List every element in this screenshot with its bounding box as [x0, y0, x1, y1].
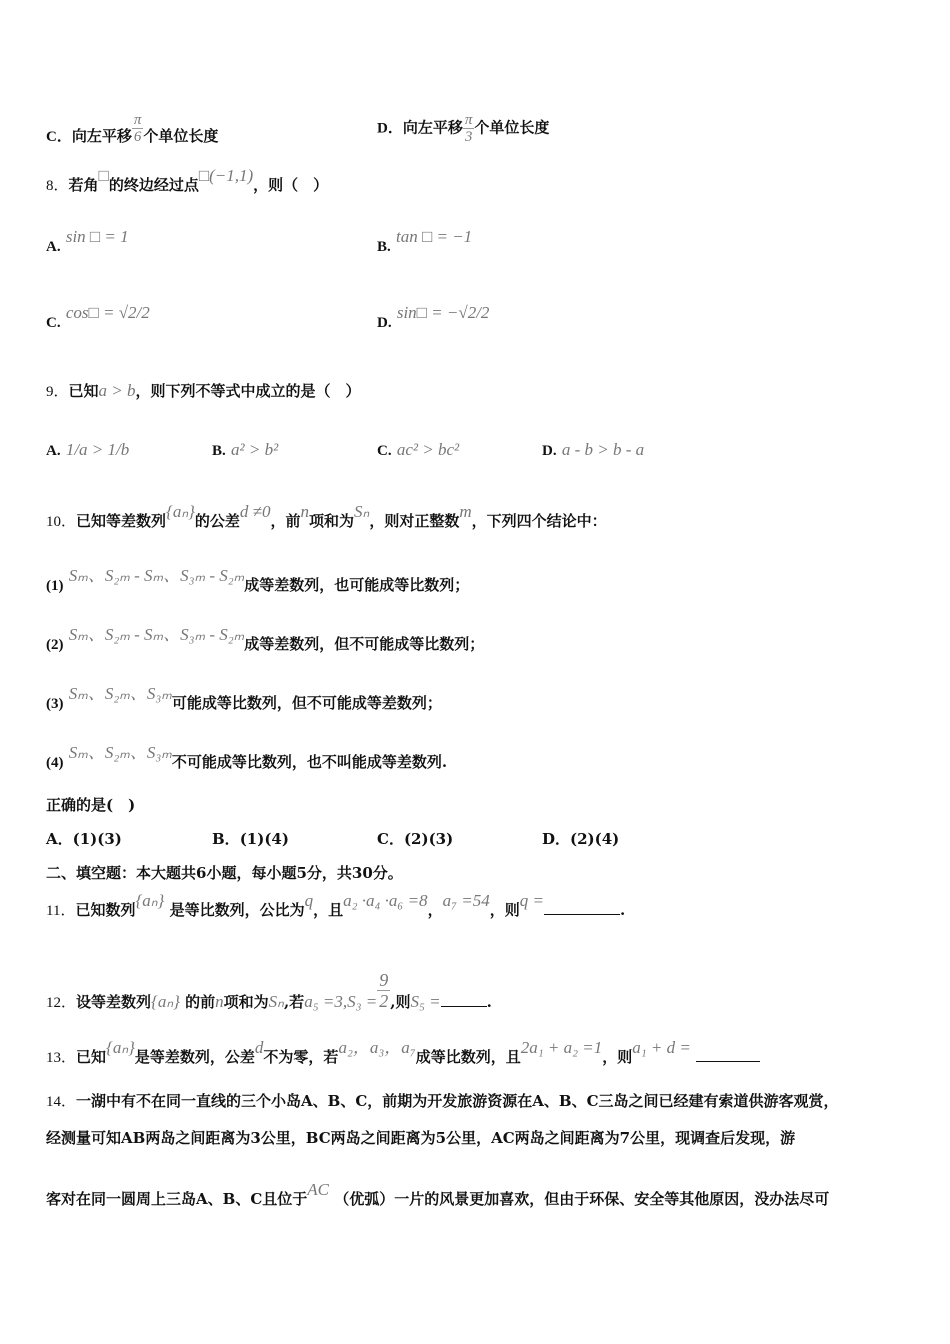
q10-statement-3: [46, 684, 442, 713]
option-text: 向左平移: [402, 118, 463, 137]
text: 项和为: [309, 512, 355, 530]
math: d: [254, 1038, 264, 1057]
text: 成等差数列，也可能成等比数列；: [244, 576, 470, 594]
option-text: 个单位长度: [474, 118, 550, 137]
math: Sₙ: [354, 502, 370, 521]
text: 已知数列: [75, 901, 136, 919]
q7-option-d: [377, 112, 549, 145]
option-label: D.: [542, 443, 557, 459]
numerator: 9: [379, 970, 389, 990]
q9-option-a: [46, 440, 129, 460]
q9-option-b: [212, 440, 278, 460]
option-label: C.: [46, 315, 61, 331]
option-text: (1)(3): [72, 830, 122, 848]
question-number: 11．: [46, 903, 76, 919]
option-label: D．: [542, 830, 571, 848]
section-heading: 二、填空题：本大题共6小题，每小题5分，共30分。: [46, 864, 403, 882]
q10-statement-2: [46, 625, 485, 654]
option-label: D.: [377, 315, 392, 331]
option-label: A．: [46, 830, 73, 848]
q8-option-a: [46, 227, 129, 256]
text: 的前: [185, 993, 216, 1011]
math: Sₘ、S₂ₘ - Sₘ、S₃ₘ - S₂ₘ: [68, 625, 245, 644]
option-label: B.: [377, 239, 391, 255]
text: .: [486, 993, 492, 1011]
text: 已知等差数列: [76, 512, 167, 530]
math: □: [98, 166, 109, 185]
text: 是等差数列，公差: [134, 1048, 255, 1066]
text: ，则下列不等式中成立的是（ ）: [135, 382, 361, 400]
option-label: B.: [212, 443, 226, 459]
question-number: 14．: [46, 1094, 77, 1110]
denominator: 6: [133, 129, 142, 145]
question-14-line-2: 经测量可知AB两岛之间距离为3公里，BC两岛之间距离为5公里，AC两岛之间距离为7公里，现调查后发现，游: [46, 1129, 796, 1147]
fraction: [463, 112, 475, 145]
math: a₅ =3,: [304, 992, 348, 1011]
math: a² > b²: [231, 440, 279, 459]
statement-label: (1): [46, 578, 64, 594]
text: 客对在同一圆周上三岛A、B、C且位于: [46, 1190, 308, 1208]
question-12: [46, 970, 492, 1012]
math: tan □ = −1: [396, 227, 473, 246]
math: Sₘ、S₂ₘ、S₃ₘ: [68, 743, 172, 762]
option-text: 个单位长度: [143, 127, 219, 145]
text: 一湖中有不在同一直线的三个小岛A、B、C，前期为开发旅游资源在A、B、C三岛之间已经建有索道供游客观赏，: [76, 1092, 839, 1110]
q10-statement-4: [46, 743, 448, 772]
math: a₃，: [369, 1038, 402, 1057]
text: ，则对正整数: [369, 512, 460, 530]
option-text: 向左平移: [71, 127, 132, 145]
q10-option-d: [542, 828, 619, 849]
math: q: [304, 891, 314, 910]
question-9-stem: [46, 380, 361, 401]
math: ac² > bc²: [396, 440, 460, 459]
math: n: [215, 992, 224, 1011]
text: ,若: [283, 993, 305, 1011]
option-text: (2)(4): [570, 830, 620, 848]
math: S₃ =: [347, 992, 378, 1011]
text: ，则: [602, 1048, 633, 1066]
text: ，则（ ）: [253, 176, 329, 194]
math: 1/a > 1/b: [65, 440, 130, 459]
denominator: 2: [379, 991, 389, 1011]
fraction: [377, 970, 390, 1011]
option-label: D．: [377, 120, 403, 137]
statement-label: (3): [46, 696, 64, 712]
math: 2a₁ + a₂ =1: [520, 1038, 603, 1057]
fraction: [132, 112, 144, 145]
q10-option-a: [46, 828, 122, 849]
question-13: [46, 1038, 760, 1067]
question-number: 10．: [46, 514, 77, 530]
text: ，下列四个结论中：: [471, 512, 607, 530]
statement-label: (2): [46, 637, 64, 653]
answer-blank[interactable]: [544, 900, 620, 915]
math: {aₙ}: [151, 992, 180, 1011]
text: 项和为: [223, 993, 269, 1011]
question-14-line-1: [46, 1090, 839, 1111]
math: Sₘ、S₂ₘ、S₃ₘ: [68, 684, 172, 703]
math: m: [459, 502, 472, 521]
math-arc: AC: [307, 1180, 329, 1199]
numerator: π: [464, 112, 473, 128]
q10-option-b: [212, 828, 289, 849]
math: a₇: [401, 1038, 416, 1057]
math: a₁ + d =: [632, 1038, 691, 1057]
text: 设等差数列: [76, 993, 152, 1011]
text: 不为零，若: [263, 1048, 339, 1066]
text: 成等差数列，但不可能成等比数列；: [244, 635, 485, 653]
answer-blank[interactable]: [696, 1047, 760, 1062]
text: 已知: [68, 382, 99, 400]
option-label: C.: [377, 443, 392, 459]
text: 的终边经过点: [108, 176, 199, 194]
text: ，: [427, 901, 443, 919]
math: sin□ = −√2/2: [396, 303, 490, 322]
text: 不可能成等比数列，也不叫能成等差数列.: [171, 753, 448, 771]
q9-option-d: [542, 440, 644, 460]
text: 已知: [76, 1048, 107, 1066]
math: {aₙ}: [166, 502, 195, 521]
text: 可能成等比数列，但不可能成等差数列；: [171, 694, 442, 712]
q7-option-c: [46, 112, 218, 146]
math: {aₙ}: [135, 891, 165, 910]
math: a₂ ·a₄ ·a₆ =8: [343, 891, 428, 910]
text: 成等比数列，且: [415, 1048, 521, 1066]
math: q =: [519, 891, 544, 910]
option-label: B．: [212, 830, 240, 848]
option-label: A.: [46, 239, 61, 255]
math: d ≠0: [239, 502, 271, 521]
q9-option-c: [377, 440, 459, 460]
math: a - b > b - a: [561, 440, 645, 459]
q10-statement-1: [46, 566, 470, 595]
math: sin □ = 1: [65, 227, 129, 246]
math: n: [300, 502, 310, 521]
math: □(−1,1): [198, 166, 254, 185]
text: （优弧）一片的风景更加喜欢，但由于环保、安全等其他原因，没办法尽可: [334, 1190, 830, 1208]
q8-option-b: [377, 227, 473, 256]
text: ，前: [270, 512, 301, 530]
option-text: (2)(3): [403, 830, 454, 848]
question-number: 12．: [46, 995, 77, 1011]
denominator: 3: [464, 129, 473, 145]
q8-option-d: [377, 303, 490, 332]
q8-option-c: [46, 303, 150, 332]
question-14-line-3: [46, 1180, 830, 1209]
numerator: π: [133, 112, 142, 128]
math: cos□ = √2/2: [65, 303, 150, 322]
question-number: 8．: [46, 178, 69, 194]
question-number: 9．: [46, 384, 69, 400]
text: ，则: [489, 901, 520, 919]
option-label: C．: [46, 129, 72, 145]
question-10-stem: [46, 502, 607, 531]
math: a₂，: [338, 1038, 370, 1057]
math: Sₘ、S₂ₘ - Sₘ、S₃ₘ - S₂ₘ: [68, 566, 245, 585]
answer-blank[interactable]: [441, 992, 487, 1007]
text: ，且: [313, 901, 344, 919]
option-label: C．: [377, 830, 404, 848]
text: 若角: [68, 176, 99, 194]
question-11: [46, 891, 626, 920]
text: .: [619, 901, 626, 919]
q10-prompt: 正确的是( ): [46, 796, 136, 814]
math: {aₙ}: [106, 1038, 135, 1057]
math: a₇ =54: [442, 891, 490, 910]
question-number: 13．: [46, 1050, 77, 1066]
option-text: (1)(4): [239, 830, 289, 848]
question-8-stem: [46, 166, 329, 195]
text: ,则: [390, 993, 411, 1011]
text: 的公差: [194, 512, 240, 530]
math: S₅ =: [410, 992, 441, 1011]
math: a > b: [98, 381, 136, 400]
option-label: A.: [46, 443, 61, 459]
q10-option-c: [377, 828, 453, 849]
math: Sₙ: [268, 992, 284, 1011]
text: 是等比数列，公比为: [169, 901, 305, 919]
statement-label: (4): [46, 755, 64, 771]
